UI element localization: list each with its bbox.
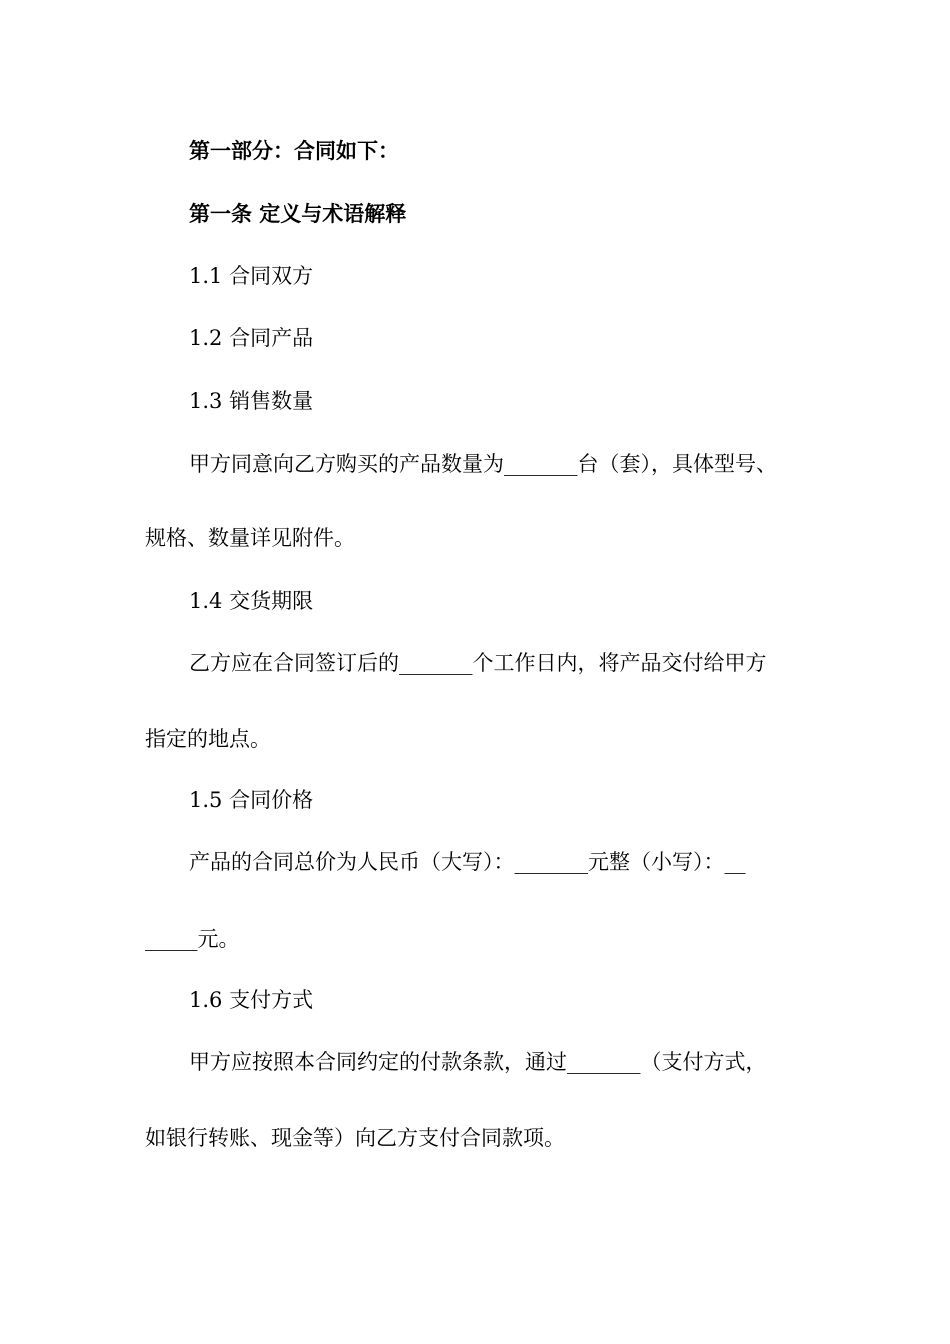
section-1-5-text-line-2: _____元。	[145, 927, 240, 951]
section-heading-1-1: 1.1 合同双方	[189, 264, 314, 288]
section-heading-1-6: 1.6 支付方式	[189, 988, 314, 1012]
section-1-4-text-line-2: 指定的地点。	[145, 727, 271, 751]
part-heading: 第一部分：合同如下：	[189, 139, 399, 163]
article-heading: 第一条 定义与术语解释	[189, 202, 407, 226]
section-1-5-text-line-1: 产品的合同总价为人民币（大写）：_______元整（小写）：__	[189, 850, 746, 874]
section-heading-1-5: 1.5 合同价格	[189, 788, 314, 812]
section-1-6-text-line-2: 如银行转账、现金等）向乙方支付合同款项。	[145, 1126, 565, 1150]
section-1-4-text-line-1: 乙方应在合同签订后的_______个工作日内，将产品交付给甲方	[189, 651, 767, 675]
section-1-3-text-line-1: 甲方同意向乙方购买的产品数量为_______台（套），具体型号、	[189, 452, 777, 476]
section-1-3-text-line-2: 规格、数量详见附件。	[145, 526, 355, 550]
section-heading-1-3: 1.3 销售数量	[189, 389, 314, 413]
section-heading-1-2: 1.2 合同产品	[189, 326, 314, 350]
section-heading-1-4: 1.4 交货期限	[189, 589, 314, 613]
section-1-6-text-line-1: 甲方应按照本合同约定的付款条款，通过_______（支付方式，	[189, 1050, 767, 1074]
